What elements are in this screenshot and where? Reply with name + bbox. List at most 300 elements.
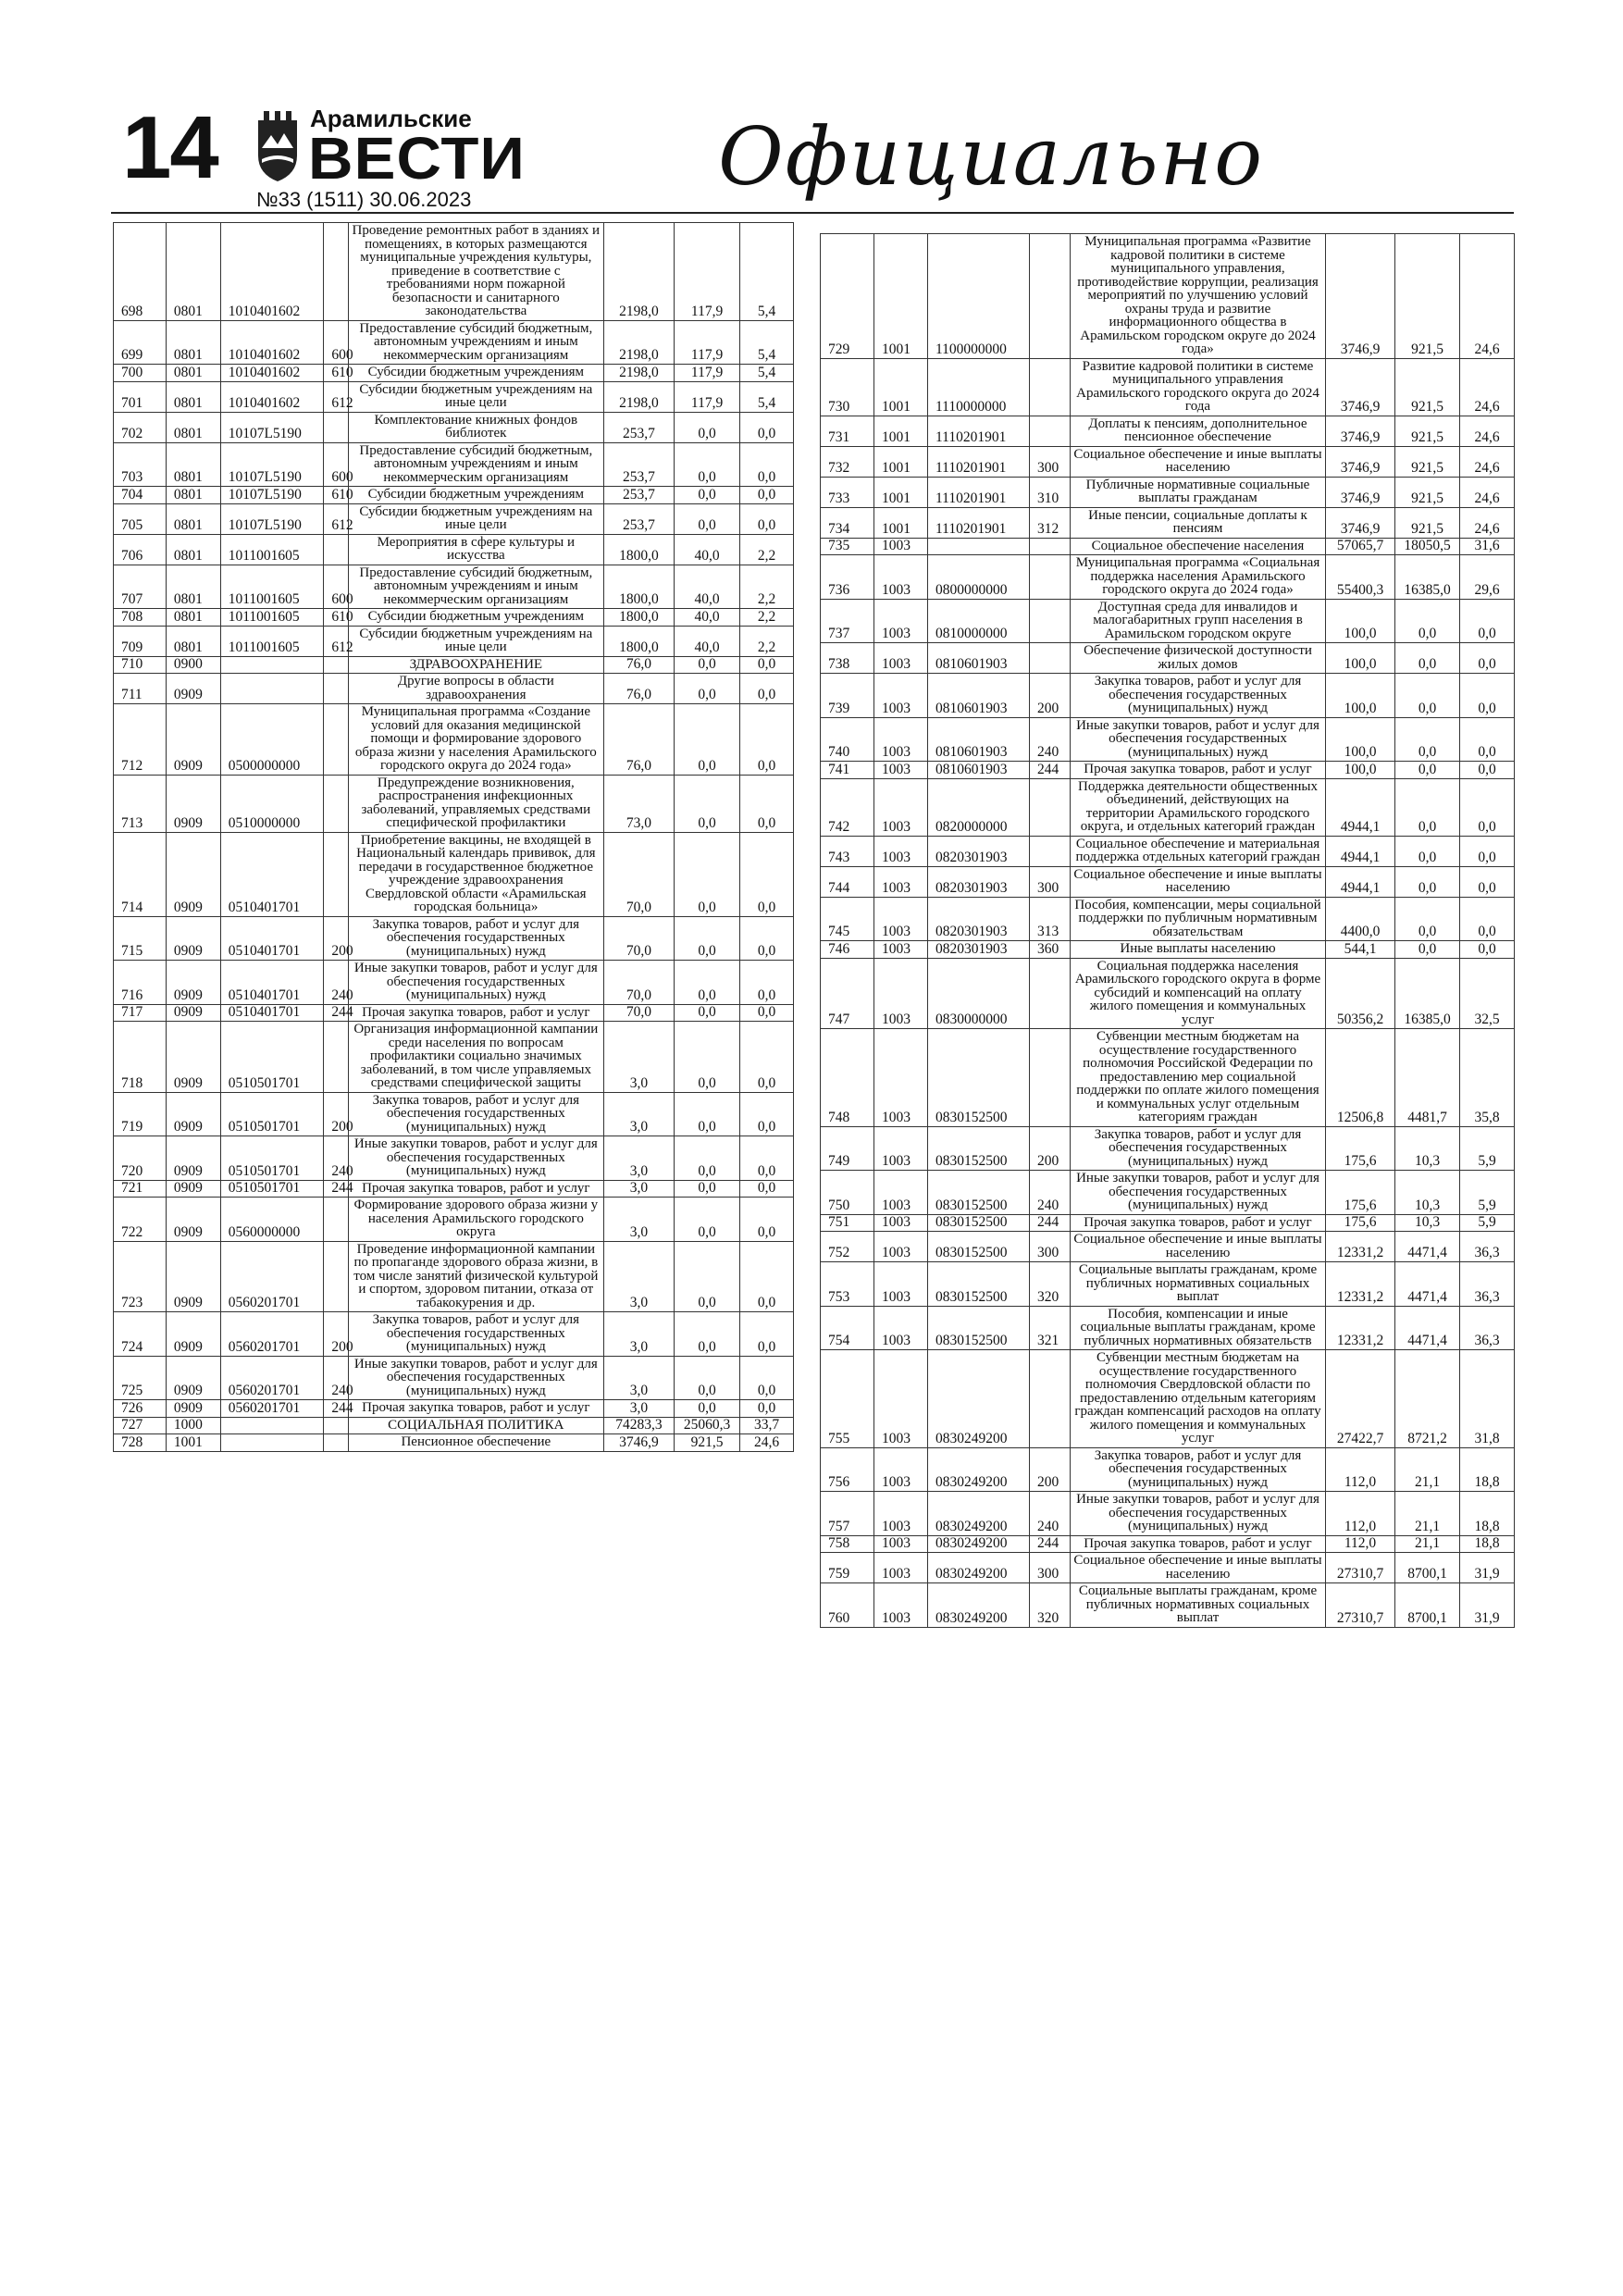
table-row [114,365,794,382]
target-code-cell: 0560201701 [220,1356,324,1400]
description-cell: Субвенции местным бюджетам на осуществление государственного полномочия Свердловской области по предоставлению отдельным категориям граждан компенсаций расходов на оплату жилого помещения и коммунальных услуг [1071,1350,1326,1448]
table-row [821,416,1515,446]
percent-cell: 0,0 [1460,643,1515,674]
plan-cell: 1800,0 [603,609,674,627]
target-code-cell: 1110000000 [928,358,1030,416]
target-code-cell: 0830249200 [928,1553,1030,1583]
actual-cell: 18050,5 [1395,538,1460,555]
actual-cell: 0,0 [1395,717,1460,762]
actual-cell: 0,0 [675,1400,740,1418]
table-row [821,941,1515,959]
expense-type-cell [1030,538,1071,555]
percent-cell: 0,0 [740,503,794,534]
row-number-cell: 707 [114,565,167,609]
actual-cell: 0,0 [1395,674,1460,718]
expense-type-cell [324,1022,348,1093]
percent-cell: 2,2 [740,565,794,609]
row-number-cell: 757 [821,1492,874,1536]
section-code-cell: 1003 [874,836,928,866]
issue-line: №33 (1511) 30.06.2023 [256,188,472,211]
section-code-cell: 1001 [874,477,928,507]
row-number-cell: 708 [114,609,167,627]
actual-cell: 921,5 [1395,234,1460,359]
section-code-cell: 0909 [166,1092,220,1136]
expense-type-cell [324,656,348,674]
row-number-cell: 754 [821,1306,874,1350]
description-cell: Муниципальная программа «Развитие кадровой политики в системе муниципального управления, противодействие коррупции, реализация мероприятий по улучшению условий охраны труда и развитие информационного общества в Арамильском городском округе до 2024 года» [1071,234,1326,359]
percent-cell: 0,0 [740,1004,794,1022]
expense-type-cell: 610 [324,487,348,504]
crest-icon [254,111,301,183]
target-code-cell: 0560201701 [220,1400,324,1418]
row-number-cell: 745 [821,897,874,941]
description-cell: Социальное обеспечение и иные выплаты населению [1071,1232,1326,1262]
percent-cell: 0,0 [740,442,794,487]
plan-cell: 100,0 [1326,599,1395,643]
description-cell: Предоставление субсидий бюджетным, автономным учреждениям и иным некоммерческим организациям [348,442,603,487]
target-code-cell: 10107L5190 [220,412,324,442]
expense-type-cell: 244 [1030,1535,1071,1553]
percent-cell: 5,9 [1460,1171,1515,1215]
section-code-cell: 1003 [874,1535,928,1553]
section-code-cell: 0801 [166,320,220,365]
plan-cell: 4944,1 [1326,866,1395,897]
expense-type-cell [1030,836,1071,866]
description-cell: Проведение информационной кампании по пропаганде здорового образа жизни, в том числе занятий физической культурой и спортом, здоровом питании, отказа от табакокурения и др. [348,1241,603,1312]
table-row [114,1004,794,1022]
target-code-cell: 0830249200 [928,1447,1030,1492]
section-code-cell: 0801 [166,412,220,442]
actual-cell: 0,0 [675,916,740,961]
budget-table-right [820,233,1515,1628]
description-cell: Приобретение вакцины, не входящей в Национальный календарь прививок, для передачи в государственное бюджетное учреждение здравоохранения Свердловской области «Арамильская городская больница» [348,832,603,916]
description-cell: Социальное обеспечение и иные выплаты населению [1071,446,1326,477]
expense-type-cell [1030,599,1071,643]
expense-type-cell: 320 [1030,1583,1071,1628]
description-cell: Муниципальная программа «Создание условий для оказания медицинской помощи и формирование здорового образа жизни у населения Арамильского городского округа до 2024 года» [348,704,603,776]
expense-type-cell: 300 [1030,1232,1071,1262]
plan-cell: 3746,9 [1326,477,1395,507]
actual-cell: 4481,7 [1395,1029,1460,1127]
actual-cell: 8700,1 [1395,1583,1460,1628]
percent-cell: 24,6 [1460,507,1515,538]
target-code-cell: 0830249200 [928,1350,1030,1448]
plan-cell: 3,0 [603,1241,674,1312]
actual-cell: 921,5 [675,1434,740,1452]
target-code-cell: 0810601903 [928,762,1030,779]
row-number-cell: 742 [821,778,874,836]
table-row [114,656,794,674]
percent-cell: 0,0 [740,916,794,961]
section-code-cell: 0801 [166,365,220,382]
target-code-cell: 0810601903 [928,643,1030,674]
actual-cell: 0,0 [675,674,740,704]
percent-cell: 0,0 [1460,897,1515,941]
row-number-cell: 729 [821,234,874,359]
expense-type-cell [1030,958,1071,1029]
actual-cell: 40,0 [675,534,740,565]
target-code-cell: 10107L5190 [220,442,324,487]
row-number-cell: 720 [114,1136,167,1181]
percent-cell: 18,8 [1460,1535,1515,1553]
target-code-cell: 0510401701 [220,916,324,961]
section-code-cell: 0909 [166,674,220,704]
actual-cell: 0,0 [675,1198,740,1242]
target-code-cell: 0830249200 [928,1492,1030,1536]
section-code-cell: 0909 [166,1400,220,1418]
plan-cell: 2198,0 [603,365,674,382]
table-row [114,1356,794,1400]
plan-cell: 3,0 [603,1356,674,1400]
table-row [114,609,794,627]
target-code-cell: 0510501701 [220,1136,324,1181]
expense-type-cell [1030,1029,1071,1127]
description-cell: Предупреждение возникновения, распространения инфекционных заболеваний, управляемых средствами специфической профилактики [348,775,603,832]
table-row [821,599,1515,643]
actual-cell: 0,0 [675,503,740,534]
row-number-cell: 751 [821,1214,874,1232]
plan-cell: 3746,9 [1326,234,1395,359]
table-row [821,897,1515,941]
row-number-cell: 725 [114,1356,167,1400]
plan-cell: 74283,3 [603,1417,674,1434]
row-number-cell: 717 [114,1004,167,1022]
target-code-cell: 1011001605 [220,609,324,627]
section-code-cell: 0909 [166,1180,220,1198]
description-cell: Организация информационной кампании среди населения по вопросам профилактики социально значимых заболеваний, в том числе управляемых средствами специфической защиты [348,1022,603,1093]
row-number-cell: 722 [114,1198,167,1242]
actual-cell: 921,5 [1395,416,1460,446]
table-row [821,866,1515,897]
plan-cell: 1800,0 [603,534,674,565]
section-code-cell: 0909 [166,1356,220,1400]
actual-cell: 921,5 [1395,507,1460,538]
section-code-cell: 1003 [874,1492,928,1536]
section-code-cell: 1003 [874,555,928,600]
row-number-cell: 715 [114,916,167,961]
section-code-cell: 0909 [166,1004,220,1022]
expense-type-cell: 300 [1030,446,1071,477]
expense-type-cell [1030,358,1071,416]
row-number-cell: 758 [821,1535,874,1553]
row-number-cell: 705 [114,503,167,534]
percent-cell: 31,6 [1460,538,1515,555]
description-cell: Субсидии бюджетным учреждениям на иные цели [348,626,603,656]
expense-type-cell: 600 [324,320,348,365]
description-cell: Субсидии бюджетным учреждениям [348,609,603,627]
section-code-cell: 0909 [166,1136,220,1181]
expense-type-cell [1030,778,1071,836]
plan-cell: 100,0 [1326,643,1395,674]
percent-cell: 0,0 [740,775,794,832]
description-cell: Прочая закупка товаров, работ и услуг [1071,1535,1326,1553]
actual-cell: 10,3 [1395,1126,1460,1171]
expense-type-cell: 600 [324,565,348,609]
table-row [821,1214,1515,1232]
actual-cell: 40,0 [675,565,740,609]
percent-cell: 33,7 [740,1417,794,1434]
section-code-cell: 0801 [166,534,220,565]
description-cell: ЗДРАВООХРАНЕНИЕ [348,656,603,674]
target-code-cell: 0830249200 [928,1535,1030,1553]
description-cell: Субсидии бюджетным учреждениям на иные цели [348,503,603,534]
plan-cell: 3,0 [603,1092,674,1136]
plan-cell: 76,0 [603,704,674,776]
actual-cell: 21,1 [1395,1492,1460,1536]
row-number-cell: 750 [821,1171,874,1215]
expense-type-cell: 244 [1030,762,1071,779]
expense-type-cell: 200 [1030,674,1071,718]
table-row [821,717,1515,762]
plan-cell: 4944,1 [1326,836,1395,866]
description-cell: Иные закупки товаров, работ и услуг для обеспечения государственных (муниципальных) нужд [1071,1171,1326,1215]
percent-cell: 0,0 [740,1312,794,1357]
section-code-cell: 1001 [874,446,928,477]
section-code-cell: 1003 [874,762,928,779]
table-row [114,832,794,916]
target-code-cell: 10107L5190 [220,503,324,534]
target-code-cell: 0820301903 [928,866,1030,897]
section-code-cell: 1003 [874,538,928,555]
description-cell: Иные пенсии, социальные доплаты к пенсиям [1071,507,1326,538]
actual-cell: 4471,4 [1395,1262,1460,1307]
target-code-cell: 0820000000 [928,778,1030,836]
actual-cell: 0,0 [675,1312,740,1357]
plan-cell: 4400,0 [1326,897,1395,941]
description-cell: Прочая закупка товаров, работ и услуг [348,1180,603,1198]
target-code-cell: 1100000000 [928,234,1030,359]
expense-type-cell: 240 [324,961,348,1005]
budget-table-left-body [114,223,794,1452]
description-cell: Пособия, компенсации и иные социальные выплаты гражданам, кроме публичных нормативных обязательств [1071,1306,1326,1350]
row-number-cell: 735 [821,538,874,555]
table-row [821,1306,1515,1350]
percent-cell: 0,0 [740,656,794,674]
row-number-cell: 713 [114,775,167,832]
percent-cell: 18,8 [1460,1447,1515,1492]
actual-cell: 4471,4 [1395,1306,1460,1350]
percent-cell: 24,6 [740,1434,794,1452]
expense-type-cell [324,534,348,565]
row-number-cell: 702 [114,412,167,442]
table-row [114,1092,794,1136]
plan-cell: 27310,7 [1326,1553,1395,1583]
description-cell: Предоставление субсидий бюджетным, автономным учреждениям и иным некоммерческим организациям [348,565,603,609]
actual-cell: 0,0 [675,1356,740,1400]
expense-type-cell: 321 [1030,1306,1071,1350]
percent-cell: 0,0 [1460,778,1515,836]
expense-type-cell: 610 [324,365,348,382]
budget-table-left [113,222,794,1452]
table-row [114,1180,794,1198]
description-cell: Субвенции местным бюджетам на осуществление государственного полномочия Российской Федерации по предоставлению мер социальной поддержки по оплате жилого помещения и коммунальных услуг отдельным категориям граждан [1071,1029,1326,1127]
target-code-cell: 0510000000 [220,775,324,832]
row-number-cell: 704 [114,487,167,504]
table-row [114,565,794,609]
percent-cell: 24,6 [1460,446,1515,477]
plan-cell: 112,0 [1326,1535,1395,1553]
target-code-cell: 1011001605 [220,534,324,565]
expense-type-cell [324,704,348,776]
plan-cell: 3,0 [603,1022,674,1093]
section-code-cell: 0909 [166,1198,220,1242]
description-cell: СОЦИАЛЬНАЯ ПОЛИТИКА [348,1417,603,1434]
actual-cell: 117,9 [675,365,740,382]
expense-type-cell [324,1417,348,1434]
target-code-cell [220,1417,324,1434]
percent-cell: 0,0 [1460,717,1515,762]
table-row [821,1492,1515,1536]
plan-cell: 253,7 [603,487,674,504]
row-number-cell: 716 [114,961,167,1005]
table-row [821,358,1515,416]
target-code-cell: 0510501701 [220,1022,324,1093]
plan-cell: 70,0 [603,916,674,961]
section-code-cell: 1003 [874,958,928,1029]
expense-type-cell: 612 [324,626,348,656]
percent-cell: 0,0 [740,1400,794,1418]
actual-cell: 8721,2 [1395,1350,1460,1448]
plan-cell: 253,7 [603,412,674,442]
row-number-cell: 719 [114,1092,167,1136]
plan-cell: 55400,3 [1326,555,1395,600]
description-cell: Публичные нормативные социальные выплаты гражданам [1071,477,1326,507]
row-number-cell: 701 [114,381,167,412]
description-cell: Субсидии бюджетным учреждениям на иные цели [348,381,603,412]
percent-cell: 0,0 [740,1198,794,1242]
plan-cell: 253,7 [603,503,674,534]
percent-cell: 0,0 [740,1241,794,1312]
expense-type-cell [324,775,348,832]
row-number-cell: 714 [114,832,167,916]
percent-cell: 0,0 [740,1180,794,1198]
table-row [821,1262,1515,1307]
plan-cell: 1800,0 [603,626,674,656]
row-number-cell: 753 [821,1262,874,1307]
plan-cell: 70,0 [603,961,674,1005]
expense-type-cell: 244 [324,1180,348,1198]
target-code-cell [220,1434,324,1452]
percent-cell: 24,6 [1460,358,1515,416]
row-number-cell: 739 [821,674,874,718]
expense-type-cell: 300 [1030,1553,1071,1583]
target-code-cell: 0830152500 [928,1306,1030,1350]
section-code-cell: 1001 [874,234,928,359]
actual-cell: 0,0 [675,775,740,832]
section-code-cell: 0909 [166,961,220,1005]
table-row [821,1029,1515,1127]
target-code-cell: 1110201901 [928,507,1030,538]
description-cell: Закупка товаров, работ и услуг для обеспечения государственных (муниципальных) нужд [1071,674,1326,718]
description-cell: Иные закупки товаров, работ и услуг для обеспечения государственных (муниципальных) нужд [1071,717,1326,762]
target-code-cell [220,674,324,704]
row-number-cell: 747 [821,958,874,1029]
row-number-cell: 759 [821,1553,874,1583]
percent-cell: 0,0 [740,1356,794,1400]
target-code-cell [928,538,1030,555]
row-number-cell: 743 [821,836,874,866]
actual-cell: 16385,0 [1395,555,1460,600]
table-row [821,836,1515,866]
target-code-cell: 0510401701 [220,1004,324,1022]
section-code-cell: 1000 [166,1417,220,1434]
percent-cell: 36,3 [1460,1306,1515,1350]
target-code-cell: 0510401701 [220,832,324,916]
percent-cell: 5,9 [1460,1126,1515,1171]
plan-cell: 100,0 [1326,762,1395,779]
section-code-cell: 0801 [166,442,220,487]
section-code-cell: 1003 [874,778,928,836]
percent-cell: 0,0 [740,1022,794,1093]
target-code-cell: 1110201901 [928,416,1030,446]
target-code-cell: 1011001605 [220,565,324,609]
target-code-cell: 0820301903 [928,941,1030,959]
table-row [114,412,794,442]
expense-type-cell [324,1198,348,1242]
section-code-cell: 0801 [166,223,220,321]
percent-cell: 31,8 [1460,1350,1515,1448]
percent-cell: 0,0 [740,674,794,704]
percent-cell: 5,9 [1460,1214,1515,1232]
percent-cell: 36,3 [1460,1262,1515,1307]
percent-cell: 2,2 [740,626,794,656]
actual-cell: 25060,3 [675,1417,740,1434]
table-row [114,626,794,656]
section-code-cell: 1003 [874,1583,928,1628]
target-code-cell: 1011001605 [220,626,324,656]
plan-cell: 100,0 [1326,674,1395,718]
description-cell: Проведение ремонтных работ в зданиях и помещениях, в которых размещаются муниципальные учреждения культуры, приведение в соответствие с требованиями норм пожарной безопасности и санитарного законодательства [348,223,603,321]
table-row [114,1434,794,1452]
actual-cell: 0,0 [675,1092,740,1136]
description-cell: Прочая закупка товаров, работ и услуг [348,1004,603,1022]
actual-cell: 921,5 [1395,358,1460,416]
description-cell: Иные закупки товаров, работ и услуг для обеспечения государственных (муниципальных) нужд [1071,1492,1326,1536]
target-code-cell: 0830152500 [928,1214,1030,1232]
row-number-cell: 737 [821,599,874,643]
section-code-cell: 0900 [166,656,220,674]
actual-cell: 0,0 [1395,643,1460,674]
row-number-cell: 746 [821,941,874,959]
percent-cell: 0,0 [1460,599,1515,643]
description-cell: Иные закупки товаров, работ и услуг для обеспечения государственных (муниципальных) нужд [348,1136,603,1181]
section-code-cell: 1003 [874,1350,928,1448]
expense-type-cell: 310 [1030,477,1071,507]
actual-cell: 0,0 [1395,866,1460,897]
plan-cell: 112,0 [1326,1447,1395,1492]
section-code-cell: 1001 [874,507,928,538]
actual-cell: 0,0 [675,1241,740,1312]
row-number-cell: 760 [821,1583,874,1628]
percent-cell: 5,4 [740,223,794,321]
table-row [821,1126,1515,1171]
expense-type-cell [324,832,348,916]
table-row [114,1198,794,1242]
expense-type-cell: 610 [324,609,348,627]
header-rule [111,212,1514,214]
row-number-cell: 749 [821,1126,874,1171]
actual-cell: 0,0 [1395,941,1460,959]
target-code-cell: 10107L5190 [220,487,324,504]
section-code-cell: 1003 [874,1262,928,1307]
row-number-cell: 736 [821,555,874,600]
target-code-cell: 0820301903 [928,897,1030,941]
plan-cell: 12331,2 [1326,1262,1395,1307]
percent-cell: 0,0 [740,832,794,916]
description-cell: Социальное обеспечение и иные выплаты населению [1071,866,1326,897]
section-code-cell: 0909 [166,1312,220,1357]
plan-cell: 175,6 [1326,1126,1395,1171]
